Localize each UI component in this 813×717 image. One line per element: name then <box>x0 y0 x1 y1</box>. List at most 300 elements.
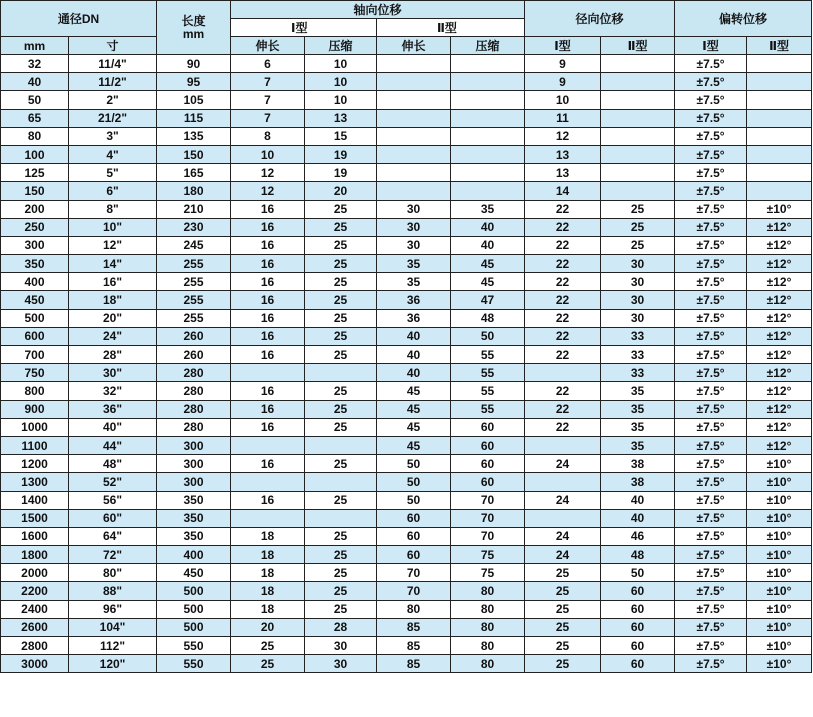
cell-extend-1: 16 <box>231 491 305 509</box>
cell-deflect-2: ±12° <box>747 309 812 327</box>
cell-length: 280 <box>157 364 231 382</box>
cell-deflect-2: ±12° <box>747 273 812 291</box>
cell-deflect-2: ±12° <box>747 236 812 254</box>
cell-extend-2: 35 <box>377 273 451 291</box>
table-row <box>1 527 812 545</box>
cell-extend-1: 16 <box>231 382 305 400</box>
cell-compress-1: 19 <box>305 145 377 163</box>
cell-compress-2: 75 <box>451 546 525 564</box>
header-deflect-2: Ⅱ型 <box>747 37 812 55</box>
cell-radial-1: 22 <box>525 236 601 254</box>
cell-compress-2: 60 <box>451 473 525 491</box>
cell-radial-2: 48 <box>601 546 675 564</box>
cell-compress-2 <box>451 55 525 73</box>
cell-radial-2 <box>601 109 675 127</box>
header-compress-2: 压缩 <box>451 37 525 55</box>
cell-compress-2 <box>451 182 525 200</box>
header-axial-type2: Ⅱ型 <box>377 19 525 37</box>
cell-mm: 50 <box>1 91 69 109</box>
cell-radial-1: 22 <box>525 346 601 364</box>
cell-deflect-1: ±7.5° <box>675 382 747 400</box>
cell-radial-2 <box>601 73 675 91</box>
cell-length: 500 <box>157 618 231 636</box>
cell-mm: 100 <box>1 145 69 163</box>
cell-extend-1: 7 <box>231 109 305 127</box>
cell-radial-1: 12 <box>525 127 601 145</box>
cell-radial-2 <box>601 127 675 145</box>
cell-radial-1: 9 <box>525 55 601 73</box>
cell-deflect-2: ±10° <box>747 564 812 582</box>
cell-radial-2: 60 <box>601 637 675 655</box>
cell-length: 150 <box>157 145 231 163</box>
cell-compress-1: 25 <box>305 582 377 600</box>
cell-radial-1: 22 <box>525 255 601 273</box>
cell-deflect-1: ±7.5° <box>675 527 747 545</box>
cell-compress-2 <box>451 73 525 91</box>
cell-compress-1: 25 <box>305 309 377 327</box>
cell-extend-2 <box>377 164 451 182</box>
cell-extend-1: 18 <box>231 527 305 545</box>
cell-inch: 40" <box>69 418 157 436</box>
cell-extend-2: 50 <box>377 491 451 509</box>
cell-deflect-1: ±7.5° <box>675 509 747 527</box>
cell-length: 260 <box>157 327 231 345</box>
cell-deflect-2: ±12° <box>747 346 812 364</box>
cell-inch: 120" <box>69 655 157 673</box>
cell-deflect-2: ±10° <box>747 509 812 527</box>
cell-mm: 350 <box>1 255 69 273</box>
cell-radial-2: 60 <box>601 618 675 636</box>
cell-compress-1: 13 <box>305 109 377 127</box>
header-extend-1: 伸长 <box>231 37 305 55</box>
cell-extend-1: 18 <box>231 600 305 618</box>
table-header <box>1 1 812 55</box>
table-row <box>1 182 812 200</box>
cell-deflect-2 <box>747 182 812 200</box>
cell-inch: 48" <box>69 455 157 473</box>
cell-extend-1 <box>231 436 305 454</box>
cell-extend-2: 40 <box>377 327 451 345</box>
cell-compress-1: 25 <box>305 291 377 309</box>
table-row <box>1 255 812 273</box>
cell-extend-1: 16 <box>231 400 305 418</box>
header-inch: 寸 <box>69 37 157 55</box>
cell-deflect-1: ±7.5° <box>675 455 747 473</box>
cell-mm: 2600 <box>1 618 69 636</box>
cell-compress-1: 25 <box>305 236 377 254</box>
cell-extend-2: 50 <box>377 473 451 491</box>
cell-radial-2 <box>601 55 675 73</box>
cell-deflect-2: ±12° <box>747 218 812 236</box>
cell-inch: 30" <box>69 364 157 382</box>
header-extend-2: 伸长 <box>377 37 451 55</box>
table-row <box>1 546 812 564</box>
cell-deflect-1: ±7.5° <box>675 618 747 636</box>
cell-mm: 250 <box>1 218 69 236</box>
cell-compress-1: 25 <box>305 382 377 400</box>
cell-compress-2: 48 <box>451 309 525 327</box>
cell-compress-1: 25 <box>305 200 377 218</box>
cell-length: 255 <box>157 309 231 327</box>
cell-length: 180 <box>157 182 231 200</box>
cell-inch: 18" <box>69 291 157 309</box>
cell-radial-1 <box>525 473 601 491</box>
cell-mm: 1800 <box>1 546 69 564</box>
header-length: 长度 mm <box>157 1 231 55</box>
cell-compress-2: 50 <box>451 327 525 345</box>
cell-extend-1: 20 <box>231 618 305 636</box>
cell-deflect-1: ±7.5° <box>675 546 747 564</box>
cell-compress-2: 35 <box>451 200 525 218</box>
cell-deflect-2: ±12° <box>747 382 812 400</box>
cell-mm: 800 <box>1 382 69 400</box>
cell-radial-2: 30 <box>601 273 675 291</box>
cell-extend-1 <box>231 509 305 527</box>
cell-inch: 4" <box>69 145 157 163</box>
cell-extend-1: 16 <box>231 309 305 327</box>
cell-extend-2 <box>377 145 451 163</box>
cell-compress-1: 30 <box>305 637 377 655</box>
cell-mm: 1200 <box>1 455 69 473</box>
cell-deflect-1: ±7.5° <box>675 473 747 491</box>
cell-compress-2: 55 <box>451 382 525 400</box>
cell-mm: 150 <box>1 182 69 200</box>
cell-extend-2 <box>377 127 451 145</box>
cell-extend-1: 7 <box>231 91 305 109</box>
cell-radial-1: 25 <box>525 618 601 636</box>
cell-extend-1: 8 <box>231 127 305 145</box>
cell-extend-2: 85 <box>377 655 451 673</box>
cell-inch: 64" <box>69 527 157 545</box>
table-row <box>1 164 812 182</box>
cell-extend-2: 45 <box>377 382 451 400</box>
cell-compress-1: 10 <box>305 91 377 109</box>
cell-deflect-2: ±10° <box>747 455 812 473</box>
cell-deflect-1: ±7.5° <box>675 109 747 127</box>
cell-extend-2 <box>377 91 451 109</box>
cell-length: 245 <box>157 236 231 254</box>
cell-inch: 24" <box>69 327 157 345</box>
cell-deflect-1: ±7.5° <box>675 291 747 309</box>
cell-extend-1: 18 <box>231 582 305 600</box>
cell-compress-1: 25 <box>305 527 377 545</box>
cell-extend-2: 60 <box>377 509 451 527</box>
cell-length: 550 <box>157 637 231 655</box>
cell-compress-2: 45 <box>451 273 525 291</box>
cell-radial-2: 46 <box>601 527 675 545</box>
cell-compress-2 <box>451 109 525 127</box>
cell-extend-2 <box>377 109 451 127</box>
cell-radial-2: 30 <box>601 291 675 309</box>
cell-radial-2: 33 <box>601 327 675 345</box>
cell-radial-2: 40 <box>601 491 675 509</box>
table-row <box>1 91 812 109</box>
cell-mm: 200 <box>1 200 69 218</box>
cell-mm: 400 <box>1 273 69 291</box>
table-row <box>1 637 812 655</box>
cell-deflect-2 <box>747 73 812 91</box>
cell-compress-2: 80 <box>451 582 525 600</box>
table-row <box>1 145 812 163</box>
cell-compress-2: 55 <box>451 346 525 364</box>
cell-compress-1: 25 <box>305 255 377 273</box>
cell-extend-1: 6 <box>231 55 305 73</box>
cell-mm: 2400 <box>1 600 69 618</box>
cell-deflect-1: ±7.5° <box>675 236 747 254</box>
cell-mm: 600 <box>1 327 69 345</box>
cell-extend-2: 70 <box>377 564 451 582</box>
cell-extend-1: 16 <box>231 255 305 273</box>
table-row <box>1 109 812 127</box>
cell-radial-1: 11 <box>525 109 601 127</box>
cell-extend-1: 18 <box>231 546 305 564</box>
cell-inch: 20" <box>69 309 157 327</box>
cell-deflect-2: ±10° <box>747 637 812 655</box>
cell-deflect-2 <box>747 127 812 145</box>
table-row <box>1 618 812 636</box>
cell-length: 260 <box>157 346 231 364</box>
cell-radial-2: 38 <box>601 473 675 491</box>
cell-mm: 1300 <box>1 473 69 491</box>
cell-radial-2: 35 <box>601 418 675 436</box>
cell-length: 115 <box>157 109 231 127</box>
cell-radial-2: 25 <box>601 236 675 254</box>
cell-compress-1: 25 <box>305 564 377 582</box>
cell-inch: 28" <box>69 346 157 364</box>
cell-radial-1: 25 <box>525 600 601 618</box>
table-row <box>1 600 812 618</box>
table-row <box>1 364 812 382</box>
cell-compress-1: 25 <box>305 546 377 564</box>
cell-inch: 11/4" <box>69 55 157 73</box>
cell-radial-2 <box>601 164 675 182</box>
cell-compress-1: 25 <box>305 400 377 418</box>
cell-radial-2: 35 <box>601 382 675 400</box>
cell-extend-2: 45 <box>377 436 451 454</box>
table-row <box>1 346 812 364</box>
cell-length: 500 <box>157 600 231 618</box>
cell-compress-1 <box>305 509 377 527</box>
cell-deflect-2: ±10° <box>747 618 812 636</box>
cell-compress-1: 19 <box>305 164 377 182</box>
cell-length: 350 <box>157 491 231 509</box>
cell-radial-1: 22 <box>525 218 601 236</box>
table-row <box>1 400 812 418</box>
cell-length: 400 <box>157 546 231 564</box>
cell-length: 300 <box>157 436 231 454</box>
cell-extend-2: 36 <box>377 291 451 309</box>
cell-radial-2: 40 <box>601 509 675 527</box>
cell-inch: 16" <box>69 273 157 291</box>
table-row <box>1 382 812 400</box>
cell-radial-1: 22 <box>525 273 601 291</box>
table-row <box>1 127 812 145</box>
cell-mm: 700 <box>1 346 69 364</box>
cell-compress-2 <box>451 91 525 109</box>
cell-compress-2: 80 <box>451 618 525 636</box>
cell-inch: 14" <box>69 255 157 273</box>
cell-inch: 88" <box>69 582 157 600</box>
cell-length: 280 <box>157 418 231 436</box>
cell-mm: 1100 <box>1 436 69 454</box>
cell-extend-2: 35 <box>377 255 451 273</box>
cell-deflect-1: ±7.5° <box>675 655 747 673</box>
cell-extend-1: 16 <box>231 273 305 291</box>
cell-radial-2: 60 <box>601 655 675 673</box>
cell-deflect-2 <box>747 145 812 163</box>
cell-inch: 52" <box>69 473 157 491</box>
cell-deflect-2: ±10° <box>747 200 812 218</box>
table-row <box>1 73 812 91</box>
cell-extend-2: 30 <box>377 200 451 218</box>
cell-deflect-1: ±7.5° <box>675 600 747 618</box>
cell-compress-1: 25 <box>305 346 377 364</box>
cell-compress-1: 25 <box>305 327 377 345</box>
cell-length: 105 <box>157 91 231 109</box>
cell-radial-1: 9 <box>525 73 601 91</box>
cell-compress-2: 60 <box>451 436 525 454</box>
cell-extend-1: 12 <box>231 182 305 200</box>
cell-extend-2: 80 <box>377 600 451 618</box>
cell-extend-1: 16 <box>231 200 305 218</box>
cell-mm: 450 <box>1 291 69 309</box>
cell-deflect-2: ±10° <box>747 655 812 673</box>
cell-compress-1: 10 <box>305 55 377 73</box>
table-row <box>1 582 812 600</box>
cell-radial-2: 33 <box>601 364 675 382</box>
cell-inch: 60" <box>69 509 157 527</box>
cell-radial-1: 22 <box>525 418 601 436</box>
cell-deflect-2: ±12° <box>747 418 812 436</box>
cell-radial-1 <box>525 436 601 454</box>
cell-radial-2: 35 <box>601 436 675 454</box>
cell-radial-1: 25 <box>525 637 601 655</box>
cell-inch: 36" <box>69 400 157 418</box>
cell-deflect-1: ±7.5° <box>675 182 747 200</box>
cell-mm: 2800 <box>1 637 69 655</box>
cell-inch: 3" <box>69 127 157 145</box>
cell-extend-1: 25 <box>231 655 305 673</box>
table-body <box>1 55 812 673</box>
cell-radial-1: 24 <box>525 527 601 545</box>
cell-radial-1: 24 <box>525 455 601 473</box>
cell-compress-2: 60 <box>451 455 525 473</box>
cell-deflect-1: ±7.5° <box>675 637 747 655</box>
cell-length: 165 <box>157 164 231 182</box>
cell-deflect-1: ±7.5° <box>675 218 747 236</box>
cell-deflect-1: ±7.5° <box>675 418 747 436</box>
table-row <box>1 491 812 509</box>
cell-mm: 40 <box>1 73 69 91</box>
cell-compress-1: 25 <box>305 418 377 436</box>
cell-radial-1: 24 <box>525 546 601 564</box>
header-radial-2: Ⅱ型 <box>601 37 675 55</box>
cell-extend-2: 60 <box>377 546 451 564</box>
cell-radial-2: 30 <box>601 255 675 273</box>
table-row <box>1 236 812 254</box>
cell-mm: 32 <box>1 55 69 73</box>
cell-length: 350 <box>157 509 231 527</box>
cell-mm: 2000 <box>1 564 69 582</box>
cell-deflect-1: ±7.5° <box>675 400 747 418</box>
header-compress-1: 压缩 <box>305 37 377 55</box>
cell-inch: 21/2" <box>69 109 157 127</box>
cell-compress-2 <box>451 127 525 145</box>
cell-inch: 80" <box>69 564 157 582</box>
cell-extend-2: 30 <box>377 218 451 236</box>
table-row <box>1 309 812 327</box>
header-deflection: 偏转位移 <box>675 1 812 37</box>
cell-deflect-1: ±7.5° <box>675 364 747 382</box>
header-mm: mm <box>1 37 69 55</box>
cell-deflect-2: ±10° <box>747 582 812 600</box>
cell-deflect-1: ±7.5° <box>675 436 747 454</box>
cell-deflect-2: ±10° <box>747 546 812 564</box>
cell-compress-1: 25 <box>305 218 377 236</box>
cell-deflect-1: ±7.5° <box>675 309 747 327</box>
header-axial-type1: Ⅰ型 <box>231 19 377 37</box>
cell-inch: 11/2" <box>69 73 157 91</box>
cell-radial-2: 50 <box>601 564 675 582</box>
cell-radial-1: 14 <box>525 182 601 200</box>
cell-extend-2: 36 <box>377 309 451 327</box>
cell-compress-1 <box>305 473 377 491</box>
cell-length: 500 <box>157 582 231 600</box>
cell-extend-1: 16 <box>231 327 305 345</box>
cell-mm: 65 <box>1 109 69 127</box>
cell-radial-1: 22 <box>525 327 601 345</box>
cell-compress-2: 80 <box>451 637 525 655</box>
cell-compress-2: 60 <box>451 418 525 436</box>
cell-extend-1: 25 <box>231 637 305 655</box>
cell-inch: 8" <box>69 200 157 218</box>
table-row <box>1 655 812 673</box>
cell-radial-2: 33 <box>601 346 675 364</box>
cell-extend-2: 45 <box>377 418 451 436</box>
cell-radial-1 <box>525 364 601 382</box>
cell-mm: 900 <box>1 400 69 418</box>
cell-compress-1: 10 <box>305 73 377 91</box>
cell-compress-2 <box>451 145 525 163</box>
cell-radial-2: 35 <box>601 400 675 418</box>
cell-mm: 3000 <box>1 655 69 673</box>
cell-extend-1: 7 <box>231 73 305 91</box>
cell-mm: 2200 <box>1 582 69 600</box>
cell-deflect-1: ±7.5° <box>675 255 747 273</box>
cell-mm: 1000 <box>1 418 69 436</box>
cell-deflect-1: ±7.5° <box>675 582 747 600</box>
header-diameter: 通径DN <box>1 1 157 37</box>
cell-mm: 500 <box>1 309 69 327</box>
cell-radial-2 <box>601 145 675 163</box>
table-row <box>1 564 812 582</box>
cell-compress-2: 40 <box>451 236 525 254</box>
table-row <box>1 473 812 491</box>
cell-mm: 1600 <box>1 527 69 545</box>
cell-extend-2: 30 <box>377 236 451 254</box>
cell-compress-2: 55 <box>451 364 525 382</box>
cell-extend-2: 85 <box>377 637 451 655</box>
cell-compress-2: 80 <box>451 655 525 673</box>
cell-compress-2: 45 <box>451 255 525 273</box>
header-radial: 径向位移 <box>525 1 675 37</box>
cell-extend-2 <box>377 55 451 73</box>
cell-compress-2: 70 <box>451 491 525 509</box>
cell-mm: 750 <box>1 364 69 382</box>
cell-deflect-2: ±12° <box>747 436 812 454</box>
cell-deflect-2: ±12° <box>747 364 812 382</box>
cell-inch: 72" <box>69 546 157 564</box>
